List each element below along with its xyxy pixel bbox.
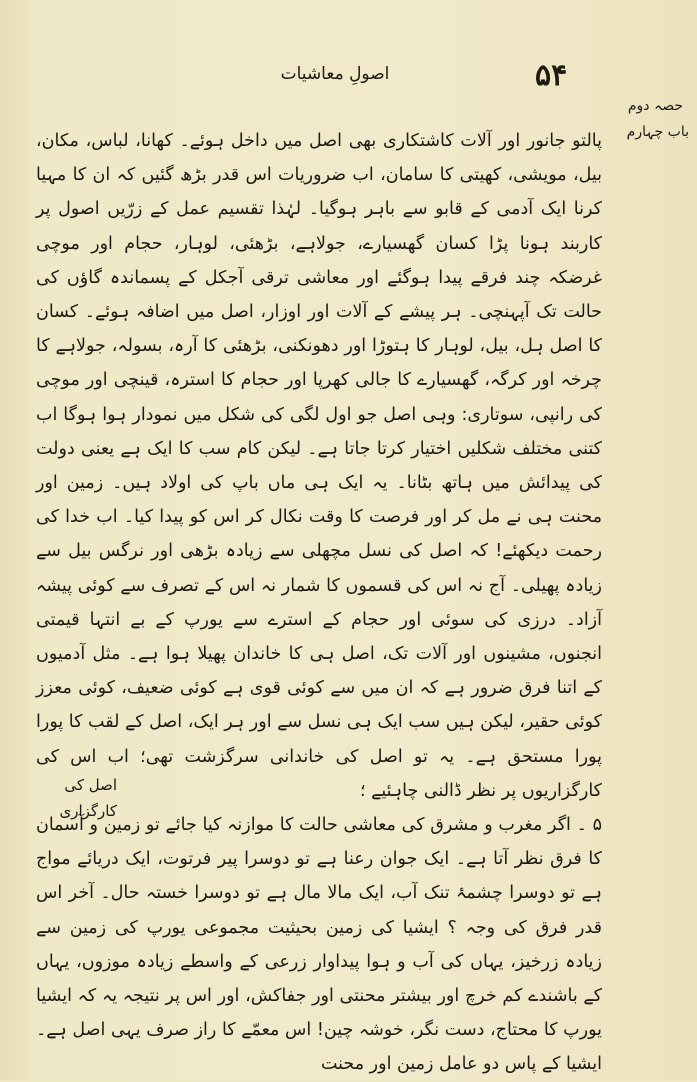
page-number: ۵۴	[535, 58, 568, 93]
paragraph: ۵ ۔ اگر مغرب و مشرق کی معاشی حالت کا موازنہ کیا جائے تو زمین و آسمان کا فرق نظر آتا ہے۔ ایک جوان رعنا ہے تو دوسرا پیر فرتوت، ایک دریائے مواج ہے تو دوسرا چشمۂ تنک آب، ایک مالا مال ہے تو دوسرا خستہ حال۔ آخر اس قدر فرق کی وجہ ؟ ایشیا کی زمین بحیثیت مجموعی یورپ کی زمین سے زیادہ زرخیز، یہاں کی آب و ہوا پیداوار زرعی کے واسطے زیادہ موزوں، یہاں کے باشندے کم خرچ اور بیشتر محنتی اور جفاکش، اور اس پر نتیجہ یہ کہ ایشیا یورپ کا محتاج، دست نگر، خوشہ چین! اس معمّے کا راز صرف یہی اصل ہے۔ ایشیا کے پاس دو عامل زمین اور محنت	[36, 815, 602, 1075]
side-heading: اصل کی کارگزاری	[59, 776, 117, 820]
page-body	[36, 124, 602, 1082]
running-title: اصولِ معاشیات	[280, 64, 390, 84]
part-label: حصہ دوم	[627, 98, 683, 114]
chapter-label: باب چہارم	[626, 124, 689, 140]
paragraph: پالتو جانور اور آلات کاشتکاری بھی اصل میں داخل ہوئے۔ کھانا، لباس، مکان، بیل، مویشی، کھیتی کا سامان، اب ضروریات اس قدر بڑھ گئیں کہ ان کا مہیا کرنا ایک آدمی کے قابو سے باہر ہوگیا۔ لہٰذا تقسیم عمل کے زرّیں اصول پر کاربند ہونا پڑا کسان گھسیارے، جولاہے، بڑھئی، لوہار، حجام اور موچی غرضکہ چند فرقے پیدا ہوگئے اور معاشی ترقی آجکل کے پسماندہ گاؤں کی حالت تک آپہنچی۔ ہر پیشے کے آلات اور اوزار، اصل میں اضافہ ہوئے۔ کسان کا اصل ہل، بیل، لوہار کا ہتوڑا اور دھونکنی، بڑھئی کا آرہ، بسولہ، جولاہے کا چرخہ اور کرگہ، گھسیارے کا جالی کھرپا اور حجام کا استرہ، قینچی اور موچی کی رانپی، سوتاری: وہی اصل جو اول لگی کی شکل میں نمودار ہوا ہوگا اب کتنی مختلف شکلیں اختیار کرتا جاتا ہے۔ لیکن کام سب کا ایک ہے یعنی دولت کی پیدائش میں ہاتھ بٹانا۔ یہ ایک ہی ماں باپ کی اولاد ہیں۔ زمین اور محنت ہی نے مل کر اور فرصت کا وقت نکال کر اس کو پیدا کیا۔ اب خدا کی رحمت دیکھئے! کہ اصل کی نسل مچھلی سے زیادہ بڑھی اور نرگس بیل سے زیادہ پھیلی۔ آج نہ اس کی قسموں کا شمار نہ اس کے تصرف سے کوئی پیشہ آزاد۔ درزی کی سوئی اور حجام کے استرے سے یورپ کے بے انتہا قیمتی انجنوں، مشینوں اور آلات تک، اصل ہی کا خاندان پھیلا ہوا ہے۔ مثل آدمیوں کے اتنا فرق ضرور ہے کہ ان میں سے کوئی قوی ہے کوئی ضعیف، کوئی معزز کوئی حقیر، لیکن ہیں سب ایک ہی نسل سے اور ہر ایک، اصل کے لقب کا پورا پورا مستحق ہے۔ یہ تو اصل کی خاندانی سرگزشت تھی؛ اب اس کی کارگزاریوں پر نظر ڈالنی چاہئیے ؛	[36, 131, 602, 801]
page-header	[0, 58, 697, 98]
